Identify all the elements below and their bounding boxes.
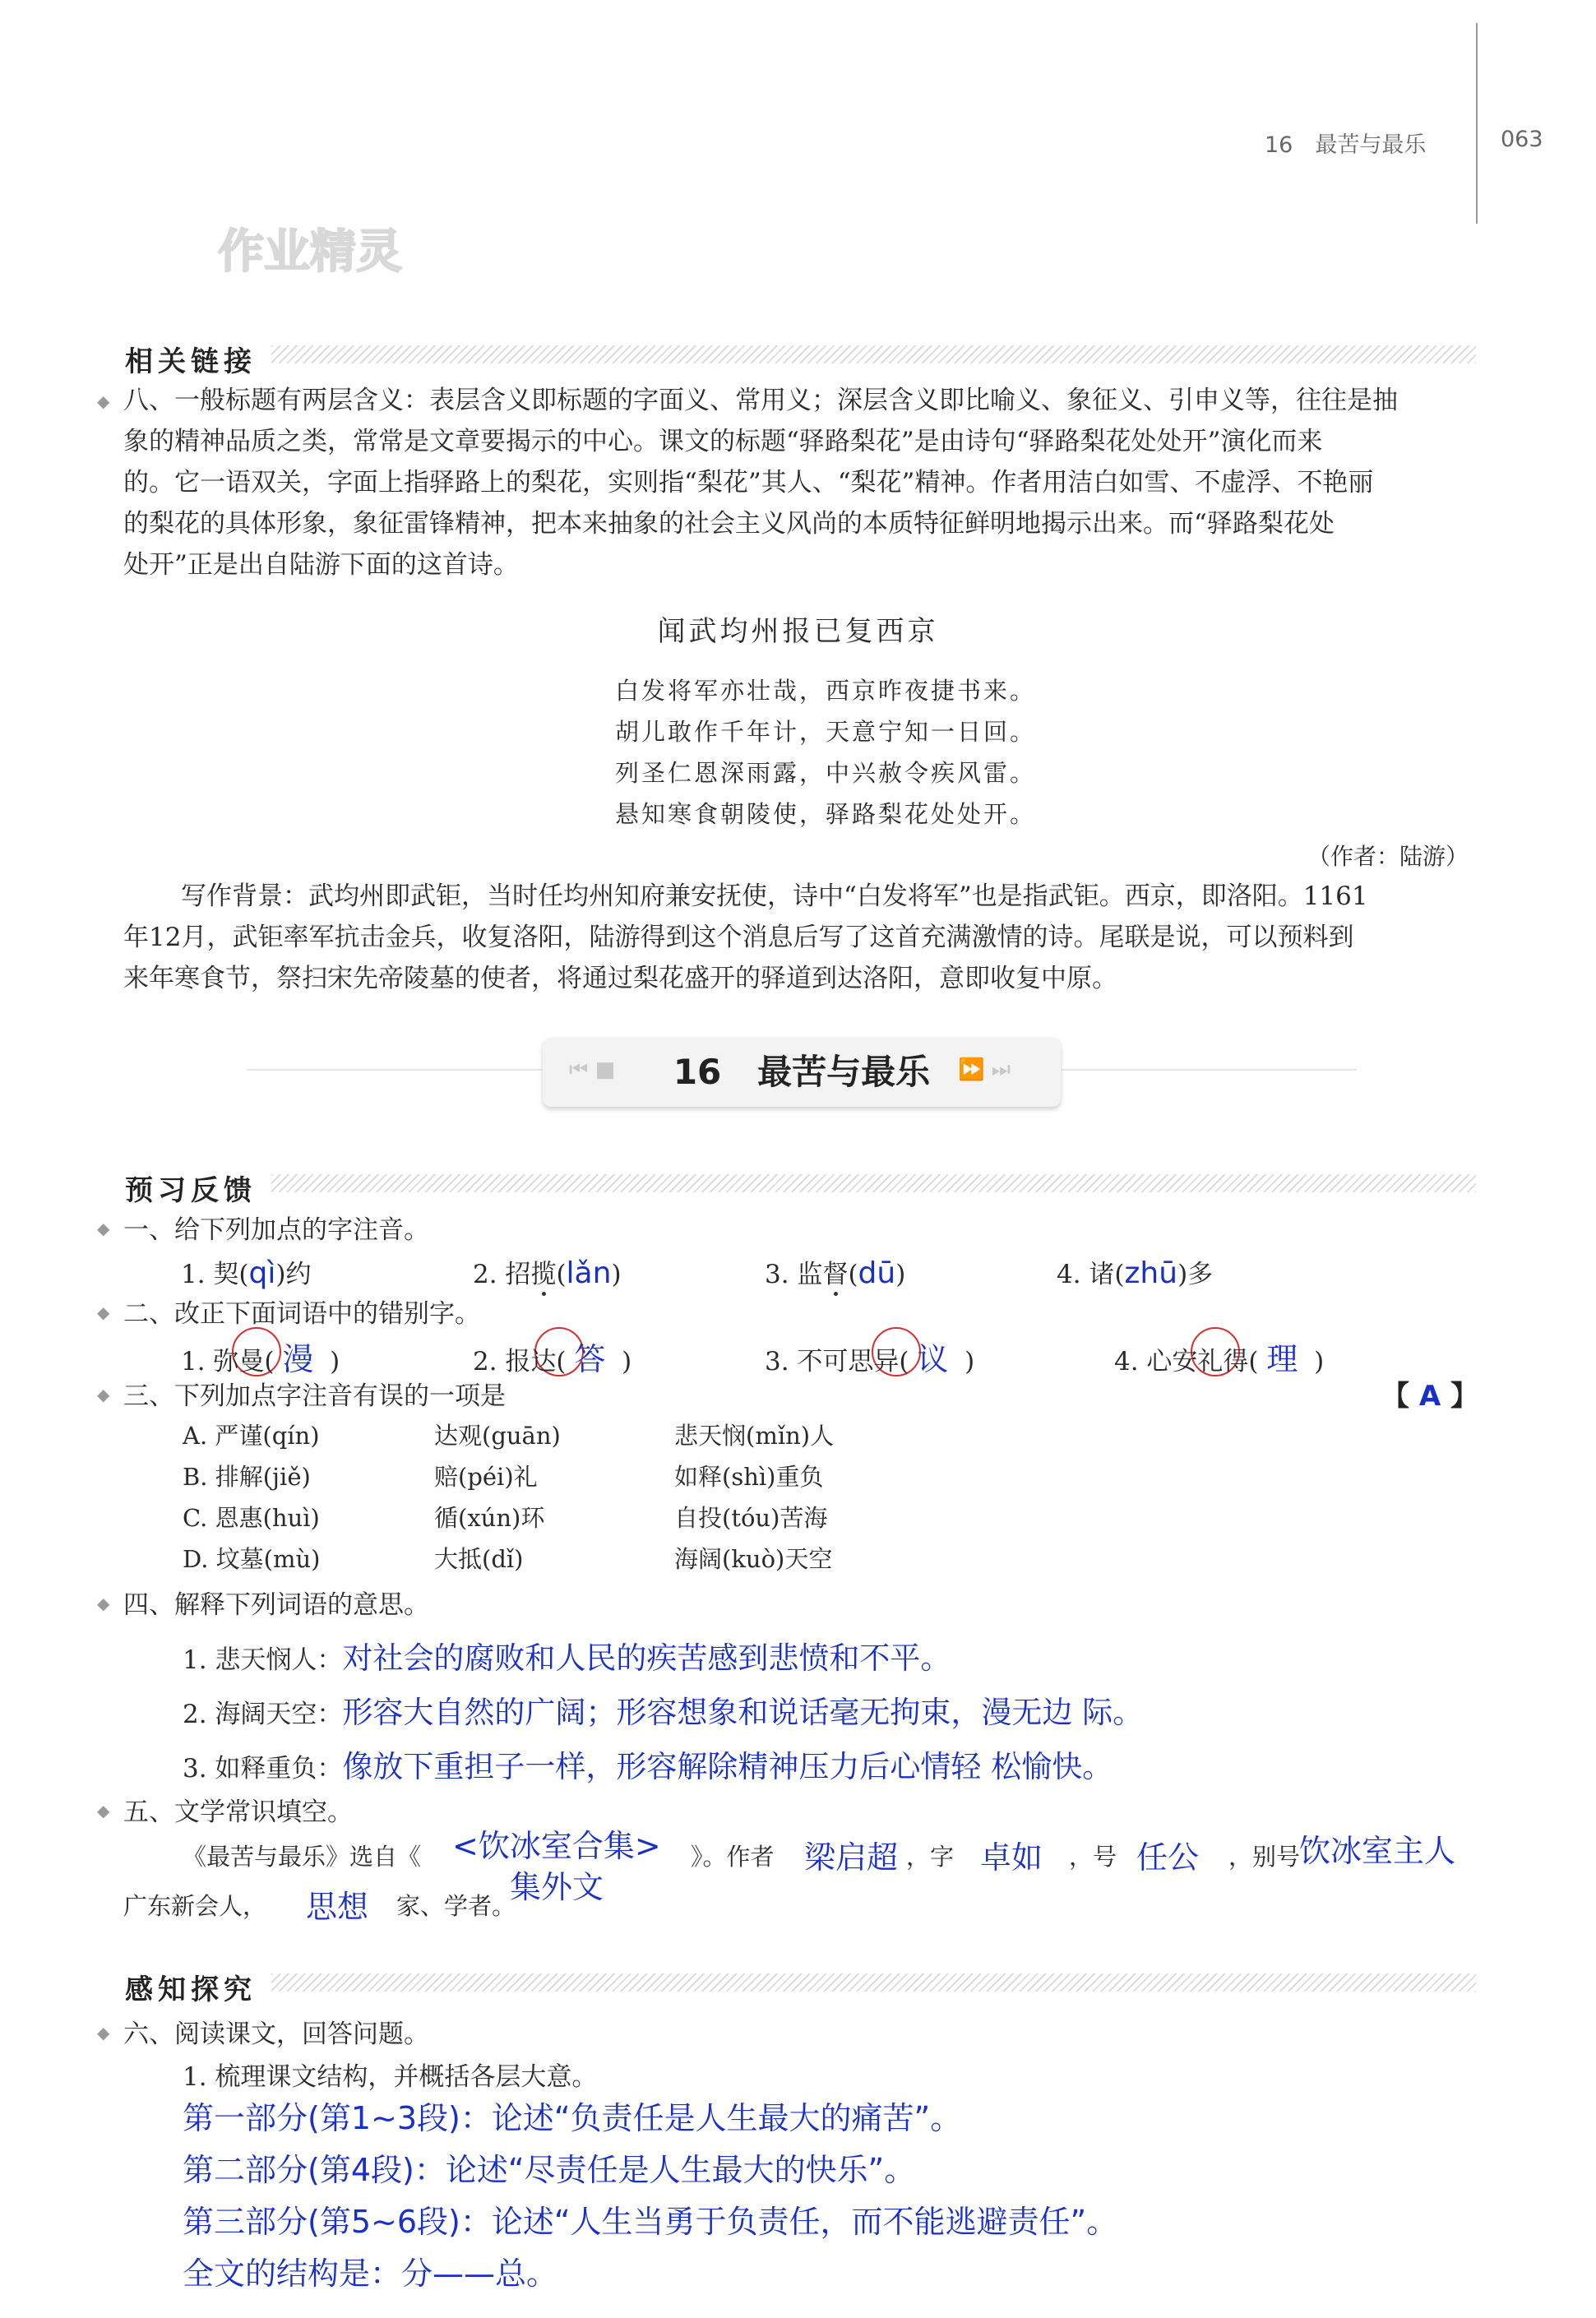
section-hatch [271,1973,1476,1992]
handwritten-answer: 像放下重担子一样，形容解除精神压力后心情轻 松愉快。 [342,1749,1113,1784]
q3-option: 海阔(kuò)天空 [674,1545,833,1573]
handwritten-answer: 集外文 [510,1869,604,1905]
q3-option: 自投(tóu)苦海 [674,1504,828,1532]
lesson-title [543,1038,1061,1107]
q6-prompt: 六、阅读课文，回答问题。 [123,2020,429,2049]
handwritten-answer: 答 [574,1341,606,1377]
q3-option: 循(xún)环 [434,1504,545,1532]
handwritten-answer: 形容大自然的广阔；形容想象和说话毫无拘束，漫无边 际。 [342,1695,1144,1730]
poem-line: 悬知寒食朝陵使，驿路梨花处处开。 [615,800,1037,828]
bullet-icon: ◆ [97,1385,110,1404]
q3-option: 赔(péi)礼 [434,1463,538,1491]
bullet-icon: ◆ [97,391,110,411]
q5-prompt: 五、文学常识填空。 [123,1797,353,1827]
para-line: 象的精神品质之类，常常是文章要揭示的中心。课文的标题“驿路梨花”是由诗句“驿路梨花处处开”演化而来 [123,427,1323,456]
poem-author: （作者：陆游） [1307,843,1469,870]
para-line: 八、一般标题有两层含义：表层含义即标题的字面义、常用义；深层含义即比喻义、象征义、引申义等，往往是抽 [123,386,1398,415]
q5-text: ，号 [1069,1843,1117,1871]
section-title-explore: 感知探究 [125,1973,257,2006]
handwritten-answer: 思想 [306,1889,369,1925]
handwritten-answer: lǎn [566,1256,612,1290]
poem-title: 闻武均州报已复西京 [657,615,939,648]
poem-line: 白发将军亦壮哉，西京昨夜捷书来。 [615,677,1037,705]
q4-prompt: 四、解释下列词语的意思。 [123,1590,429,1620]
handwritten-answer: qì [248,1256,276,1290]
section-title-preview: 预习反馈 [125,1174,257,1207]
q2-item-2: 2. 报达( 答 ) [473,1341,632,1377]
section-hatch [271,1174,1476,1192]
section-hatch [271,345,1476,363]
handwritten-answer: 第二部分(第4段)：论述“尽责任是人生最大的快乐”。 [183,2152,916,2188]
q5-text: 》。作者 [691,1843,775,1871]
handwritten-answer: 漫 [282,1341,314,1377]
q3-option: 大抵(dǐ) [434,1545,524,1573]
bullet-icon: ◆ [97,1594,110,1613]
handwritten-answer: 第一部分(第1~3段)：论述“负责任是人生最大的痛苦”。 [183,2100,962,2136]
header-divider [1476,23,1478,224]
q6-sub: 1. 梳理课文结构，并概括各层大意。 [183,2062,598,2092]
handwritten-answer: 理 [1266,1341,1298,1377]
q5-text: 《最苦与最乐》选自《 [183,1843,422,1871]
para-line: 写作背景：武均州即武钜，当时任均州知府兼安抚使，诗中“白发将军”也是指武钜。西京，即洛阳。1161 [181,881,1368,911]
bullet-icon: ◆ [97,1219,110,1238]
q1-item-4: 4. 诸(zhū)多 [1057,1256,1214,1290]
fast-forward-icon: ⏩ ⏭ [958,1057,1011,1082]
handwritten-answer: 议 [917,1341,949,1377]
q3-option: A. 严谨(qín) [183,1422,320,1450]
q5-text: 家、学者。 [396,1892,516,1920]
para-line: 来年寒食节，祭扫宋先帝陵墓的使者，将通过梨花盛开的驿道到达洛阳，意即收复中原。 [123,964,1117,993]
q5-text: ，别号 [1228,1843,1301,1871]
para-line: 的梨花的具体形象，象征雷锋精神，把本来抽象的社会主义风尚的本质特征鲜明地揭示出来。而“驿路梨花处 [123,509,1335,539]
q1-item-3: 3. 监督(dū) [765,1256,906,1290]
para-line: 的。它一语双关，字面上指驿路上的梨花，实则指“梨花”其人、“梨花”精神。作者用洁白如雪、不虚浮、不艳丽 [123,468,1374,497]
lesson-name: 最苦与最乐 [757,1052,931,1092]
q4-item: 1. 悲天悯人：对社会的腐败和人民的疾苦感到悲愤和不平。 [183,1640,951,1676]
q4-item: 3. 如释重负：像放下重担子一样，形容解除精神压力后心情轻 松愉快。 [183,1749,1113,1784]
q3-option: 如释(shì)重负 [674,1463,824,1491]
q2-item-1: 1. 弥曼( 漫 ) [181,1341,340,1377]
q5-text: ，字 [906,1843,955,1871]
background-paragraph [123,876,1472,999]
q3-option: C. 恩惠(huì) [183,1504,320,1532]
running-title: 16 最苦与最乐 [1265,132,1427,158]
q2-item-4: 4. 心安礼得( 理 ) [1114,1341,1325,1377]
handwritten-answer: 饮冰室主人 [1299,1833,1456,1869]
q1-item-2: 2. 招揽(lǎn) [473,1256,622,1290]
q3-option: 悲天悯(mǐn)人 [674,1422,835,1450]
lesson-number: 16 [673,1052,722,1092]
q3-prompt: 三、下列加点字注音有误的一项是 [123,1381,506,1411]
handwritten-answer: <饮冰室合集> [452,1828,661,1864]
q3-option: D. 坟墓(mù) [183,1545,321,1573]
handwritten-answer: zhū [1124,1256,1178,1290]
handwritten-answer: dū [858,1256,896,1290]
para-line: 年12月，武钜率军抗击金兵，收复洛阳，陆游得到这个消息后写了这首充满激情的诗。尾联是说，可以预料到 [123,923,1354,952]
rewind-icon: ⏮ ■ [569,1057,616,1082]
q1-prompt: 一、给下列加点的字注音。 [123,1215,429,1245]
q2-prompt: 二、改正下面词语中的错别字。 [123,1299,480,1329]
bullet-icon: ◆ [97,1801,110,1821]
related-paragraph [123,380,1472,585]
q3-option: B. 排解(jiě) [183,1463,311,1491]
bullet-icon: ◆ [97,2023,110,2043]
poem-line: 胡儿敢作千年计，天意宁知一日回。 [615,718,1037,746]
handwritten-answer: 任公 [1136,1839,1200,1876]
handwritten-answer: 全文的结构是：分——总。 [183,2256,558,2292]
poem-line: 列圣仁恩深雨露，中兴赦令疾风雷。 [615,759,1037,787]
q5-text: 广东新会人， [123,1892,267,1920]
section-title-related: 相关链接 [125,345,257,378]
q3-answer: 【 A 】 [1381,1380,1479,1413]
handwritten-answer: 梁启超 [804,1839,899,1876]
handwritten-answer: 对社会的腐败和人民的疾苦感到悲愤和不平。 [342,1640,951,1676]
bullet-icon: ◆ [97,1302,110,1322]
para-line: 处开”正是出自陆游下面的这首诗。 [123,550,519,580]
handwritten-answer: 第三部分(第5~6段)：论述“人生当勇于负责任，而不能逃避责任”。 [183,2204,1118,2240]
q1-item-1: 1. 契(qì)约 [181,1256,312,1290]
q4-item: 2. 海阔天空：形容大自然的广阔；形容想象和说话毫无拘束，漫无边 际。 [183,1695,1144,1730]
q2-item-3: 3. 不可思异( 议 ) [765,1341,975,1377]
q3-option: 达观(guān) [434,1422,561,1450]
handwritten-answer: 卓如 [980,1839,1043,1876]
handwritten-answer: A [1418,1380,1441,1413]
page-number: 063 [1501,127,1543,152]
watermark-logo: 作业精灵 [218,225,402,279]
